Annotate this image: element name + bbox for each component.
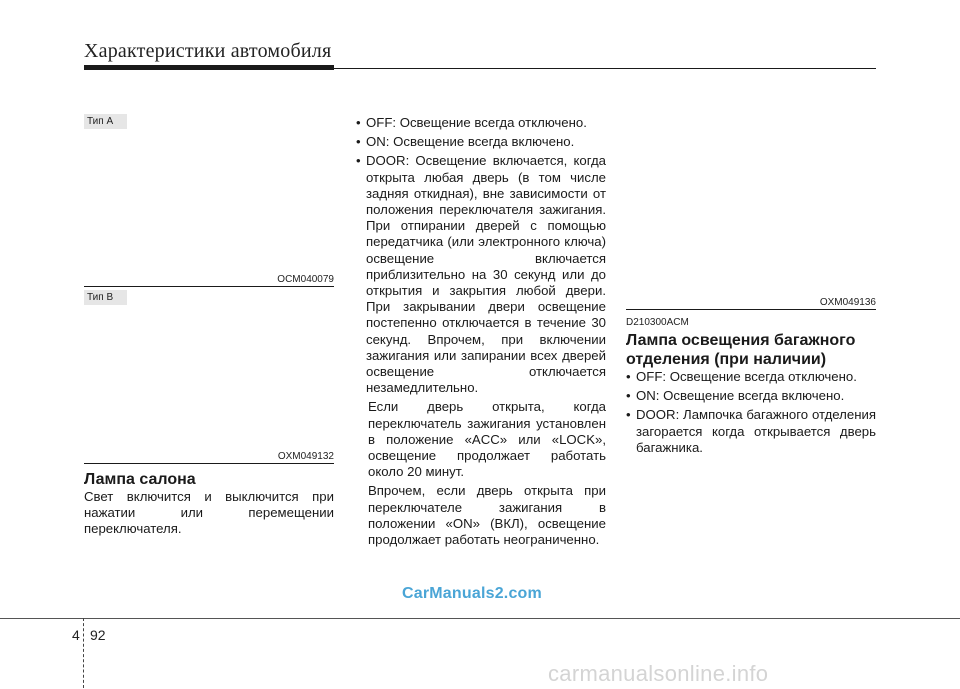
list-item [356, 153, 606, 396]
bullet-text: ON: Освещение всегда включено. [366, 134, 575, 150]
chapter-title: Характеристики автомобиля [84, 40, 332, 62]
figure-divider [84, 286, 334, 287]
site-watermark: carmanualsonline.info [548, 661, 769, 686]
list-item [626, 388, 876, 404]
paragraph-door-on: Впрочем, если дверь открыта при переключателе зажигания в положении «ON» (ВКЛ), освещение продолжает работать неограниченно. [368, 483, 606, 548]
bullet-text: DOOR: Лампочка багажного отделения загорается когда открывается дверь багажника. [636, 407, 876, 455]
type-a-label: Тип A [84, 114, 127, 129]
list-item [626, 407, 876, 456]
footer-dashed-divider [83, 618, 84, 688]
section-code: D210300ACM [626, 317, 689, 328]
bullet-text: OFF: Освещение всегда отключено. [636, 369, 857, 384]
header-rule-thin [334, 68, 876, 69]
list-item [356, 134, 606, 150]
paragraph-door-acc: Если дверь открыта, когда переключатель зажигания установлен в положение «ACC» или «LOCK», освещение продолжает работать около 20 минут. [368, 399, 606, 480]
figure-bottom-rule [84, 463, 334, 464]
bullet-text: DOOR: Освещение включается, когда открыта любая дверь (в том числе задняя откидная), вне зависимости от положения переключателя зажигания. При отпирании дверей с помощью передатчика (или электронного ключа) освещение включается приблизительно на 30 секунд или до открытия и закрытия любой двери. При закрывании двери освещение постепенно отключается в течение 30 секунд. Впрочем, при включении зажигания или запирании всех дверей освещение отключается незамедлительно. [366, 153, 606, 396]
bullet-icon: • [626, 407, 631, 423]
bullet-icon: • [356, 153, 361, 169]
bullet-text: OFF: Освещение всегда отключено. [366, 115, 587, 130]
type-b-label: Тип B [84, 290, 127, 305]
figure-code-type-a: OCM040079 [277, 274, 334, 285]
section-title-cargo-lamp: Лампа освещения багажного отделения (при наличии) [626, 332, 856, 368]
footer-rule [0, 618, 960, 619]
bullet-icon: • [356, 134, 361, 150]
right-column-list [626, 369, 876, 456]
list-item [626, 369, 876, 385]
figure-bottom-rule-right [626, 309, 876, 310]
bullet-text: ON: Освещение всегда включено. [636, 388, 845, 404]
bullet-icon: • [356, 115, 361, 130]
list-item [356, 115, 606, 131]
chapter-number: 4 [72, 627, 80, 643]
figure-code-type-b: OXM049132 [277, 451, 334, 462]
watermark-link[interactable]: CarManuals2.com [402, 585, 542, 602]
bullet-icon: • [626, 388, 631, 404]
page-number: 92 [90, 627, 106, 643]
figure-code-cargo: OXM049136 [819, 297, 876, 308]
middle-column [356, 115, 606, 548]
header-rule-thick [84, 65, 334, 70]
section-title-interior-lamp: Лампа салона [84, 471, 196, 488]
bullet-icon: • [626, 369, 631, 384]
section-text-interior-lamp: Свет включится и выключится при нажатии или перемещении переключателя. [84, 489, 334, 537]
